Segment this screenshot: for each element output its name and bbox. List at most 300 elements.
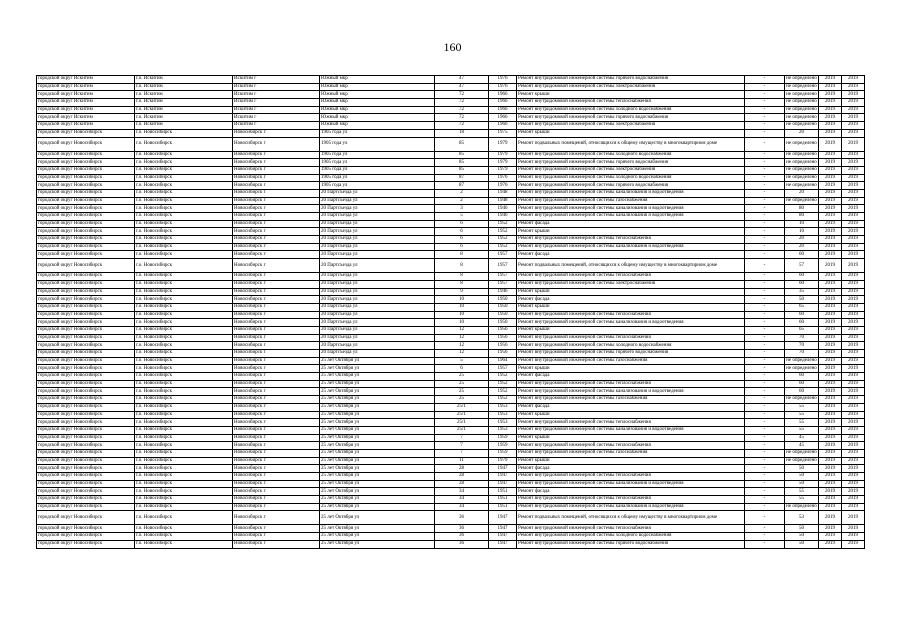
end-year-cell: 2019 [842,243,865,251]
municipality-cell: г.о. Новосибирск [135,259,233,273]
settlement-cell: Новосибирск г [233,137,320,151]
start-year-cell: 2019 [819,434,842,442]
cost-cell: не определено [786,114,817,120]
end-year-cell: 2019 [842,76,865,84]
house-number-cell: 6 [435,236,489,244]
dash-cell: - [745,396,785,404]
street-cell: 20 Партсъезда ул [320,296,435,304]
build-year-cell: 1952 [489,396,517,404]
build-year-cell: 1979 [489,151,517,159]
table-row [37,419,865,427]
dash-cell: - [745,319,785,327]
settlement-cell: Новосибирск г [233,311,320,319]
build-year-cell: 1966 [489,99,517,107]
municipality-cell: г.о. Искитим [135,76,233,84]
district-cell: городской округ Новосибирск [37,311,135,319]
street-cell: 25 лет Октября ул [320,373,435,381]
cost-cell: не определено [786,450,817,456]
district-cell: городской округ Искитим [37,91,135,99]
cost-cell: 70 [785,342,819,350]
house-number-cell: 12 [435,326,489,334]
start-year-cell: 2019 [819,76,842,84]
settlement-cell: Новосибирск г [233,251,320,259]
start-year-cell: 2019 [819,182,842,190]
dash-cell: - [745,426,785,434]
build-year-cell: 1956 [489,334,517,342]
table-row [37,533,865,541]
work-type-cell: Ремонт внутридомовой инженерной системы горячего водоснабжения [517,76,745,84]
cost-cell: 60 [785,280,819,288]
house-number-cell: 28 [435,480,489,488]
start-year-cell: 2019 [819,83,842,91]
district-cell: городской округ Новосибирск [37,540,135,548]
house-number-cell: 5 [435,357,489,365]
build-year-cell: 1946 [489,213,517,221]
municipality-cell: г.о. Новосибирск [135,319,233,327]
cost-cell: не определено [786,182,817,188]
cost-cell: не определено [786,365,817,371]
municipality-cell: г.о. Новосибирск [135,236,233,244]
table-row [37,449,865,457]
table-row [37,319,865,327]
table-row [37,503,865,511]
district-cell: городской округ Новосибирск [37,296,135,304]
table-row [37,303,865,311]
table-row [37,396,865,404]
house-number-cell: 8 [435,280,489,288]
settlement-cell: Искитим г [233,76,320,84]
build-year-cell: 1957 [489,273,517,281]
dash-cell: - [745,334,785,342]
build-year-cell: 1976 [489,174,517,182]
end-year-cell: 2019 [842,326,865,334]
table-row [37,388,865,396]
settlement-cell: Новосибирск г [233,525,320,533]
settlement-cell: Новосибирск г [233,403,320,411]
district-cell: городской округ Искитим [37,122,135,130]
build-year-cell: 1952 [489,243,517,251]
build-year-cell: 1956 [489,326,517,334]
end-year-cell: 2019 [842,457,865,465]
work-type-cell: Ремонт внутридомовой инженерной системы электроснабжения [517,280,745,288]
district-cell: городской округ Новосибирск [37,342,135,350]
build-year-cell: 1964 [489,357,517,365]
municipality-cell: г.о. Новосибирск [135,503,233,511]
street-cell: 20 Партсъезда ул [320,273,435,281]
house-number-cell: 25/1 [435,411,489,419]
cost-cell: 45 [785,442,819,450]
district-cell: городской округ Новосибирск [37,525,135,533]
table-row [37,76,865,84]
end-year-cell: 2019 [842,334,865,342]
work-type-cell: Ремонт внутридомовой инженерной системы теплоснабжения [517,273,745,281]
end-year-cell: 2019 [842,496,865,504]
build-year-cell: 1952 [489,236,517,244]
district-cell: городской округ Новосибирск [37,419,135,427]
work-type-cell: Ремонт крыши [517,326,745,334]
cost-cell: 20 [785,243,819,251]
street-cell: 25 лет Октября ул [320,511,435,525]
settlement-cell: Искитим г [233,114,320,122]
house-number-cell: 25/1 [435,426,489,434]
district-cell: городской округ Искитим [37,83,135,91]
build-year-cell: 1966 [489,114,517,122]
start-year-cell: 2019 [819,243,842,251]
settlement-cell: Новосибирск г [233,259,320,273]
work-type-cell: Ремонт фасада [517,465,745,473]
table-row [37,334,865,342]
municipality-cell: г.о. Новосибирск [135,525,233,533]
district-cell: городской округ Новосибирск [37,326,135,334]
settlement-cell: Искитим г [233,106,320,114]
district-cell: городской округ Новосибирск [37,174,135,182]
cost-cell: 53 [785,511,819,525]
house-number-cell: 85 [435,137,489,151]
build-year-cell: 1947 [489,511,517,525]
end-year-cell: 2019 [842,99,865,107]
work-type-cell: Ремонт внутридомовой инженерной системы горячего водоснабжения [517,540,745,548]
table-row [37,473,865,481]
district-cell: городской округ Новосибирск [37,259,135,273]
start-year-cell: 2019 [819,388,842,396]
municipality-cell: г.о. Новосибирск [135,213,233,221]
end-year-cell: 2019 [842,426,865,434]
table-row [37,496,865,504]
street-cell: 20 Партсъезда ул [320,251,435,259]
cost-cell: 50 [785,525,819,533]
dash-cell: - [745,380,785,388]
house-number-cell: 7 [435,434,489,442]
municipality-cell: г.о. Новосибирск [135,228,233,236]
build-year-cell: 1959 [489,449,517,457]
start-year-cell: 2019 [819,503,842,511]
municipality-cell: г.о. Новосибирск [135,166,233,174]
cost-cell: не определено [786,396,817,402]
dash-cell: - [745,273,785,281]
dash-cell: - [745,174,785,182]
house-number-cell: 36 [435,540,489,548]
start-year-cell: 2019 [819,213,842,221]
work-type-cell: Ремонт фасада [517,220,745,228]
dash-cell: - [745,533,785,541]
work-type-cell: Ремонт фасада [517,296,745,304]
dash-cell: - [745,388,785,396]
cost-cell: 50 [785,533,819,541]
cost-cell: не определено [786,504,817,510]
cost-cell: не определено [786,122,817,128]
end-year-cell: 2019 [842,365,865,373]
dash-cell: - [745,106,785,114]
table-row [37,205,865,213]
end-year-cell: 2019 [842,465,865,473]
settlement-cell: Искитим г [233,91,320,99]
municipality-cell: г.о. Новосибирск [135,488,233,496]
table-row [37,114,865,122]
municipality-cell: г.о. Новосибирск [135,511,233,525]
house-number-cell: 10 [435,311,489,319]
house-number-cell: 25 [435,396,489,404]
street-cell: 25 лет Октября ул [320,357,435,365]
municipality-cell: г.о. Искитим [135,99,233,107]
work-type-cell: Ремонт внутридомовой инженерной системы канализования и водоотведения [517,426,745,434]
street-cell: 20 Партсъезда ул [320,288,435,296]
house-number-cell: 11 [435,457,489,465]
start-year-cell: 2019 [819,205,842,213]
table-row [37,243,865,251]
table-row [37,99,865,107]
start-year-cell: 2019 [819,280,842,288]
cost-cell: 45 [785,434,819,442]
house-number-cell: 72 [435,99,489,107]
build-year-cell: 1979 [489,159,517,167]
start-year-cell: 2019 [819,311,842,319]
end-year-cell: 2019 [842,540,865,548]
settlement-cell: Новосибирск г [233,182,320,190]
street-cell: Южный мкр [320,99,435,107]
work-type-cell: Ремонт крыши [517,411,745,419]
table-row [37,525,865,533]
house-number-cell: 8 [435,251,489,259]
house-number-cell: 3 [435,205,489,213]
district-cell: городской округ Новосибирск [37,442,135,450]
street-cell: 25 лет Октября ул [320,480,435,488]
settlement-cell: Новосибирск г [233,434,320,442]
end-year-cell: 2019 [842,114,865,122]
municipality-cell: г.о. Новосибирск [135,311,233,319]
table-row [37,129,865,137]
municipality-cell: г.о. Новосибирск [135,396,233,404]
dash-cell: - [745,411,785,419]
municipality-cell: г.о. Новосибирск [135,434,233,442]
district-cell: городской округ Новосибирск [37,373,135,381]
street-cell: 25 лет Октября ул [320,396,435,404]
end-year-cell: 2019 [842,296,865,304]
end-year-cell: 2019 [842,197,865,205]
work-type-cell: Ремонт фасада [517,488,745,496]
house-number-cell: 34 [435,503,489,511]
settlement-cell: Новосибирск г [233,511,320,525]
build-year-cell: 1950 [489,319,517,327]
municipality-cell: г.о. Новосибирск [135,334,233,342]
dash-cell: - [745,288,785,296]
street-cell: 1905 года ул [320,129,435,137]
district-cell: городской округ Новосибирск [37,457,135,465]
dash-cell: - [745,449,785,457]
street-cell: 20 Партсъезда ул [320,220,435,228]
start-year-cell: 2019 [819,122,842,130]
cost-cell: не определено [786,167,817,173]
start-year-cell: 2019 [819,540,842,548]
municipality-cell: г.о. Новосибирск [135,426,233,434]
work-type-cell: Ремонт внутридомовой инженерной системы холодного водоснабжения [517,106,745,114]
district-cell: городской округ Новосибирск [37,189,135,197]
start-year-cell: 2019 [819,197,842,205]
settlement-cell: Новосибирск г [233,189,320,197]
table-row [37,189,865,197]
municipality-cell: г.о. Новосибирск [135,449,233,457]
house-number-cell: 85 [435,151,489,159]
end-year-cell: 2019 [842,236,865,244]
cost-cell: 60 [785,251,819,259]
house-number-cell: 36 [435,511,489,525]
district-cell: городской округ Новосибирск [37,303,135,311]
municipality-cell: г.о. Новосибирск [135,342,233,350]
district-cell: городской округ Новосибирск [37,251,135,259]
work-type-cell: Ремонт внутридомовой инженерной системы горячего водоснабжения [517,114,745,122]
end-year-cell: 2019 [842,288,865,296]
house-number-cell: 7 [435,449,489,457]
dash-cell: - [745,311,785,319]
table-row [37,236,865,244]
cost-cell: 20 [785,189,819,197]
work-type-cell: Ремонт внутридомовой инженерной системы холодного водоснабжения [517,151,745,159]
municipality-cell: г.о. Новосибирск [135,174,233,182]
dash-cell: - [745,326,785,334]
settlement-cell: Новосибирск г [233,380,320,388]
build-year-cell: 1959 [489,434,517,442]
settlement-cell: Новосибирск г [233,129,320,137]
house-number-cell: 10 [435,296,489,304]
cost-cell: 70 [785,350,819,358]
end-year-cell: 2019 [842,205,865,213]
district-cell: городской округ Искитим [37,99,135,107]
build-year-cell: 1953 [489,426,517,434]
district-cell: городской округ Новосибирск [37,365,135,373]
street-cell: 25 лет Октября ул [320,380,435,388]
work-type-cell: Ремонт внутридомовой инженерной системы теплоснабжения [517,236,745,244]
dash-cell: - [745,114,785,122]
municipality-cell: г.о. Новосибирск [135,280,233,288]
start-year-cell: 2019 [819,357,842,365]
start-year-cell: 2019 [819,91,842,99]
work-type-cell: Ремонт внутридомовой инженерной системы канализования и водоотведения [517,189,745,197]
table-row [37,137,865,151]
end-year-cell: 2019 [842,411,865,419]
house-number-cell: 25 [435,380,489,388]
end-year-cell: 2019 [842,303,865,311]
start-year-cell: 2019 [819,236,842,244]
end-year-cell: 2019 [842,166,865,174]
settlement-cell: Новосибирск г [233,350,320,358]
municipality-cell: г.о. Новосибирск [135,357,233,365]
build-year-cell: 1957 [489,280,517,288]
settlement-cell: Новосибирск г [233,280,320,288]
cost-cell: 55 [785,419,819,427]
house-number-cell: 28 [435,465,489,473]
table-row [37,311,865,319]
settlement-cell: Искитим г [233,99,320,107]
start-year-cell: 2019 [819,273,842,281]
house-number-cell: 12 [435,334,489,342]
house-number-cell: 28 [435,473,489,481]
cost-cell: не определено [786,174,817,180]
start-year-cell: 2019 [819,220,842,228]
district-cell: городской округ Новосибирск [37,388,135,396]
build-year-cell: 1946 [489,205,517,213]
end-year-cell: 2019 [842,419,865,427]
cost-cell: 50 [785,473,819,481]
table-row [37,174,865,182]
settlement-cell: Новосибирск г [233,159,320,167]
end-year-cell: 2019 [842,511,865,525]
build-year-cell: 1952 [489,388,517,396]
table-row [37,411,865,419]
end-year-cell: 2019 [842,151,865,159]
municipality-cell: г.о. Новосибирск [135,197,233,205]
start-year-cell: 2019 [819,473,842,481]
street-cell: 25 лет Октября ул [320,449,435,457]
dash-cell: - [745,99,785,107]
build-year-cell: 1951 [489,488,517,496]
settlement-cell: Новосибирск г [233,442,320,450]
cost-cell: 50 [785,540,819,548]
settlement-cell: Новосибирск г [233,228,320,236]
dash-cell: - [745,251,785,259]
build-year-cell: 1947 [489,540,517,548]
build-year-cell: 1966 [489,106,517,114]
dash-cell: - [745,503,785,511]
settlement-cell: Новосибирск г [233,220,320,228]
dash-cell: - [745,350,785,358]
cost-cell: 60 [785,373,819,381]
cost-cell: не определено [786,159,817,165]
district-cell: городской округ Новосибирск [37,449,135,457]
work-type-cell: Ремонт внутридомовой инженерной системы холодного водоснабжения [517,174,745,182]
house-number-cell: 9 [435,288,489,296]
municipality-cell: г.о. Новосибирск [135,288,233,296]
district-cell: городской округ Новосибирск [37,243,135,251]
district-cell: городской округ Новосибирск [37,197,135,205]
municipality-cell: г.о. Новосибирск [135,151,233,159]
district-cell: городской округ Новосибирск [37,159,135,167]
house-number-cell: 87 [435,182,489,190]
build-year-cell: 1957 [489,251,517,259]
municipality-cell: г.о. Новосибирск [135,159,233,167]
build-year-cell: 1976 [489,182,517,190]
street-cell: 25 лет Октября ул [320,365,435,373]
street-cell: 20 Партсъезда ул [320,243,435,251]
dash-cell: - [745,465,785,473]
build-year-cell: 1953 [489,419,517,427]
district-cell: городской округ Новосибирск [37,411,135,419]
end-year-cell: 2019 [842,159,865,167]
municipality-cell: г.о. Новосибирск [135,273,233,281]
start-year-cell: 2019 [819,511,842,525]
cost-cell: 55 [785,496,819,504]
settlement-cell: Новосибирск г [233,243,320,251]
settlement-cell: Новосибирск г [233,365,320,373]
cost-cell: не определено [786,151,817,157]
house-number-cell: 2 [435,189,489,197]
street-cell: Южный мкр [320,91,435,99]
start-year-cell: 2019 [819,189,842,197]
district-cell: городской округ Искитим [37,114,135,122]
table-row [37,357,865,365]
settlement-cell: Новосибирск г [233,465,320,473]
dash-cell: - [745,220,785,228]
house-number-cell: 72 [435,91,489,99]
settlement-cell: Новосибирск г [233,426,320,434]
street-cell: 20 Партсъезда ул [320,334,435,342]
municipality-cell: г.о. Новосибирск [135,480,233,488]
build-year-cell: 1950 [489,303,517,311]
municipality-cell: г.о. Новосибирск [135,350,233,358]
table-row [37,259,865,273]
cost-cell: 65 [785,303,819,311]
street-cell: 25 лет Октября ул [320,442,435,450]
settlement-cell: Новосибирск г [233,457,320,465]
street-cell: 20 Партсъезда ул [320,319,435,327]
